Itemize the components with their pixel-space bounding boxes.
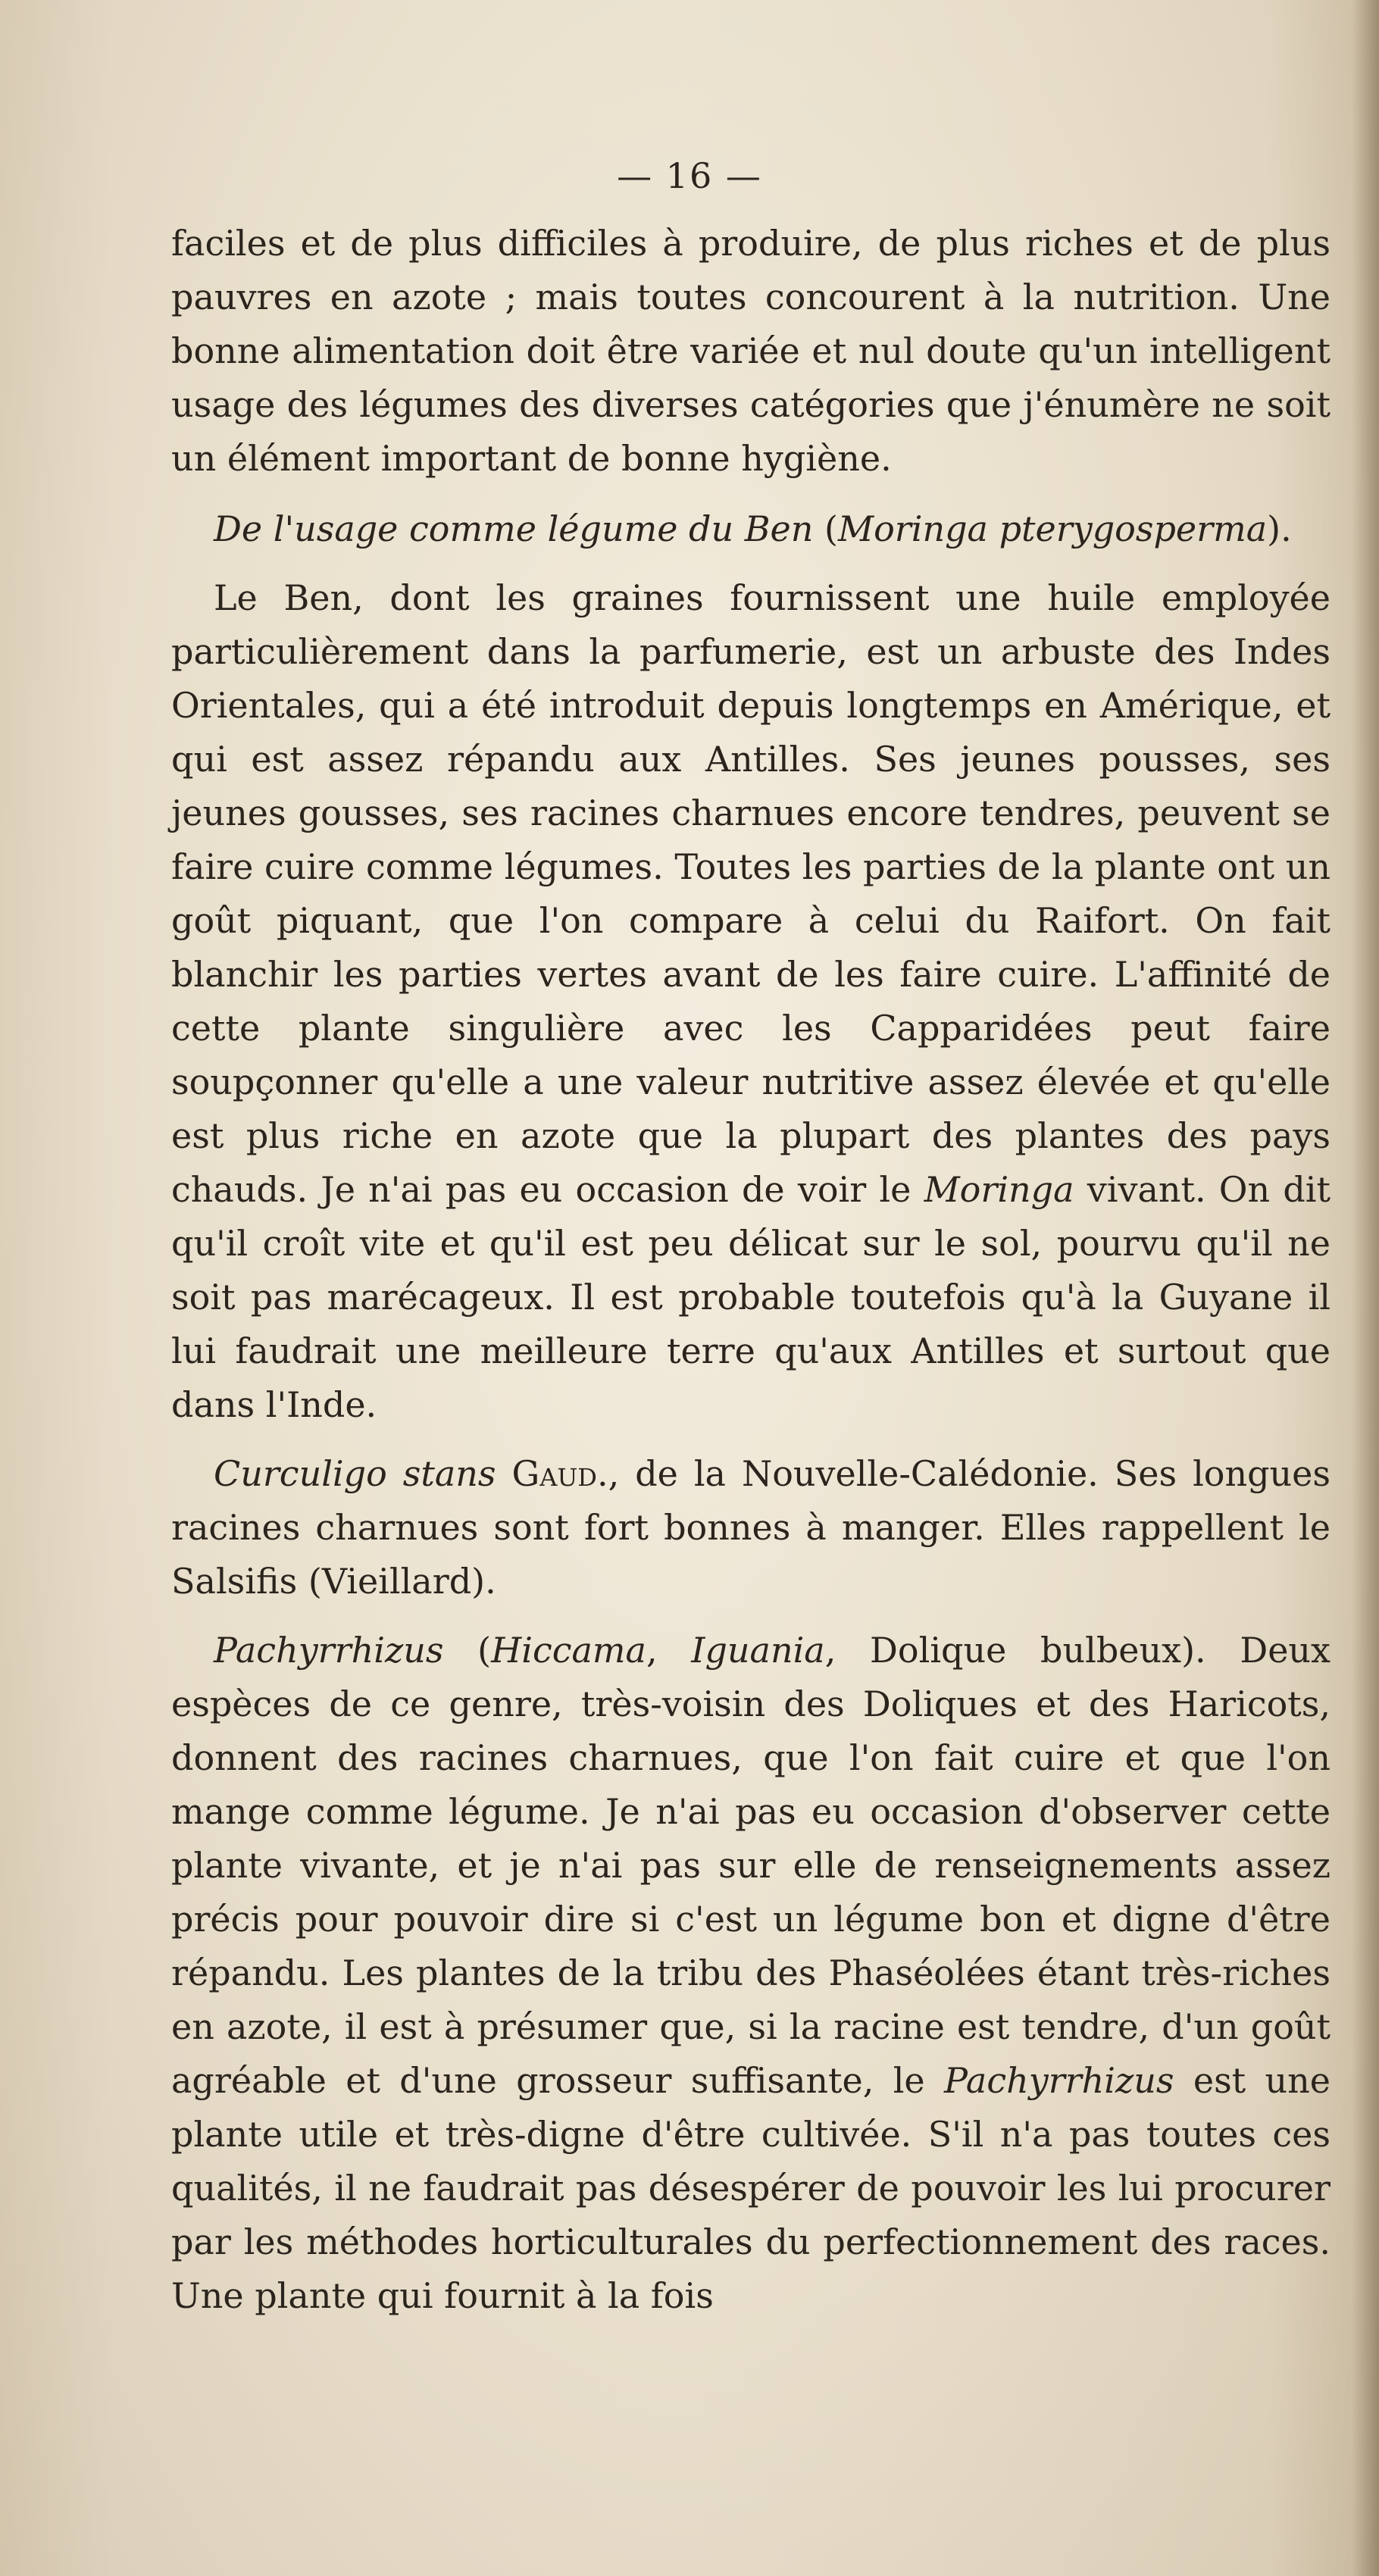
page-number: — 16 —: [617, 155, 762, 196]
pachyrrhizus-syn1: Hiccama: [491, 1630, 646, 1671]
pachyrrhizus-open-paren: (: [443, 1630, 492, 1671]
pachyrrhizus-tail: est une plante utile et très-digne d'être cultivée. S'il n'a pas toutes ces qualités, il ne faudrait pas désespérer de pouvoir les lui procurer par les méthodes horticulturales du perfectionnement des races. Une plante qui fournit à la fois: [171, 2060, 1331, 2316]
paragraph-ben: [171, 571, 1331, 1432]
pachyrrhizus-genus-again: Pachyrrhizus: [944, 2060, 1174, 2101]
paragraph-continuation: faciles et de plus difficiles à produire, de plus riches et de plus pauvres en azote ; mais toutes concourent à la nutrition. Une bonne alimentation doit être variée et nul doute qu'un intelligent usage des légumes des diverses catégories que j'énumère ne soit un élément important de bonne hygiène.: [171, 223, 1331, 479]
heading-text: De l'usage comme légume du Ben: [214, 508, 814, 549]
ben-moringa: Moringa: [924, 1169, 1074, 1210]
heading-close-paren: ).: [1267, 508, 1292, 549]
page-edge-shadow: [1352, 0, 1379, 2576]
pachyrrhizus-genus: Pachyrrhizus: [214, 1630, 444, 1671]
curculigo-text: , de la Nouvelle-Calédonie. Ses longues racines charnues sont fort bonnes à manger. Elles rappellent le Salsifis (Vieillard).: [171, 1453, 1331, 1602]
page-body: [171, 217, 1331, 2323]
heading-species: Moringa pterygosperma: [837, 508, 1268, 549]
heading-open-paren: (: [813, 508, 838, 549]
pachyrrhizus-comma: ,: [646, 1630, 692, 1671]
ben-text-part1: Le Ben, dont les graines fournissent une huile employée particulièrement dans la parfumerie, est un arbuste des Indes Orientales, qui a été introduit depuis longtemps en Amérique, et qui est assez répandu aux Antilles. Ses jeunes pousses, ses jeunes gousses, ses racines charnues encore tendres, peuvent se faire cuire comme légumes. Toutes les parties de la plante ont un goût piquant, que l'on compare à celui du Raifort. On fait blanchir les parties vertes avant de les faire cuire. L'affinité de cette plante singulière avec les Capparidées peut faire soupçonner qu'elle a une valeur nutritive assez élevée et qu'elle est plus riche en azote que la plupart des plantes des pays chauds. Je n'ai pas eu occasion de voir le: [171, 577, 1331, 1210]
pachyrrhizus-syn2: Iguania: [691, 1630, 825, 1671]
curculigo-species: Curculigo stans: [214, 1453, 496, 1494]
curculigo-author: Gaud.: [511, 1453, 608, 1494]
pachyrrhizus-after-syn: , Dolique bulbeux). Deux espèces de ce genre, très-voisin des Doliques et des Haricots, donnent des racines charnues, que l'on fait cuire et que l'on mange comme légume. Je n'ai pas eu occasion d'observer cette plante vivante, et je n'ai pas sur elle de renseignements assez précis pour pouvoir dire si c'est un légume bon et digne d'être répandu. Les plantes de la tribu des Phaséolées étant très-riches en azote, il est à présumer que, si la racine est tendre, d'un goût agréable et d'une grosseur suffisante, le: [171, 1630, 1331, 2101]
section-heading: [171, 502, 1331, 556]
paragraph-pachyrrhizus: [171, 1624, 1331, 2323]
paragraph-curculigo: [171, 1447, 1331, 1608]
ben-text-part2: vivant. On dit qu'il croît vite et qu'il est peu délicat sur le sol, pourvu qu'il ne soit pas marécageux. Il est probable toutefois qu'à la Guyane il lui faudrait une meilleure terre qu'aux Antilles et surtout que dans l'Inde.: [171, 1169, 1331, 1425]
